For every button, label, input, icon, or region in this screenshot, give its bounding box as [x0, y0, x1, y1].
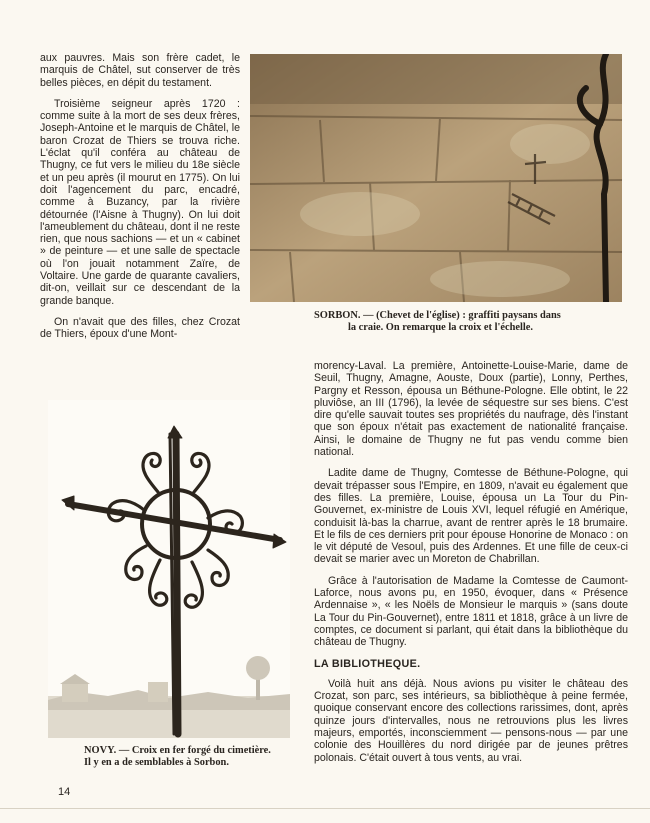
section-heading: LA BIBLIOTHEQUE. — [314, 657, 421, 670]
paragraph: Ladite dame de Thugny, Comtesse de Béthune-Pologne, qui devait trépasser sous l'Empire, en 1809, n'avait eu également que des filles. La première, Louise, épousa un La Tour du Pin-Gouvernet, ex-ministre de Louis XVI, lequel réfugié en Amérique, conduisit là-bas la charrue, avant de rentrer après le 18 brumaire. Et le fils de ces derniers prit pour épouse Honorine de Monaco : on le vit député de Vesoul, puis des Ardennes. Et une fille de ceux-ci devait se marier avec un Moreton de Chabrillan. — [314, 467, 628, 566]
caption-label: SORBON. — — [314, 310, 374, 321]
iron-cross-image — [48, 400, 290, 738]
paragraph: Grâce à l'autorisation de Madame la Comtesse de Caumont-Laforce, nous avons pu, en 1950, évoquer, dans « Présence Ardennaise », « les Noëls de Monsieur le marquis » (sans doute La Tour du Pin-Gouvernet), entre 1811 et 1818, grâce à un livre de comptes, ce document si parlant, qui était dans la bibliothèque du château de Thugny. — [314, 574, 628, 649]
photo-caption-sorbon — [314, 310, 614, 334]
caption-line: la craie. On remarque la croix et l'échelle. — [348, 322, 533, 333]
caption-line: Il y en a de semblables à Sorbon. — [84, 757, 229, 768]
sorbon-graffiti-photo — [250, 54, 622, 302]
page-bottom-edge — [0, 808, 650, 809]
paragraph: On n'avait que des filles, chez Crozat de Thiers, époux d'une Mont- — [40, 315, 240, 341]
paragraph: Troisième seigneur après 1720 : comme suite à la mort de ses deux frères, Joseph-Antoine et le marquis de Châtel, le baron Crozat de Thiers se trouva riche. L'éclat qu'il conféra au château de Thugny, ce fut vers le milieu du 18e siècle et un peu après (il mourut en 1775). On lui doit l'agencement du parc, encadré, comme à Buzancy, par la rivière détournée (l'Aisne à Thugny). On lui doit l'ameublement du château, dont il ne reste rien, que nous sachions — et un « cabinet » de peinture — et une salle de spectacle où l'on jouait notamment Zaïre, de Voltaire. Une garde de quarante cavaliers, dit-on, veillait sur ce descendant de la grande banque. — [40, 97, 240, 307]
paragraph: morency-Laval. La première, Antoinette-Louise-Marie, dame de Seuil, Thugny, Amagne, Aouste, Doux (partie), Lonny, Perthes, Pargny et Resson, épousa un Béthune-Pologne. Elle obtint, le 22 pluviôse, an III (1796), la levée de séquestre sur ses biens. C'est dire qu'elle sauvait toutes ses propriétés du naufrage, dès l'instant que son époux n'était pas exactement de nationalité française. Ainsi, le domaine de Thugny ne fut pas vendu comme bien national. — [314, 360, 628, 459]
caption-line: (Chevet de l'église) : graffiti paysans dans — [376, 310, 561, 321]
paragraph: aux pauvres. Mais son frère cadet, le marquis de Châtel, sut conserver de très belles pièces, en dépit du testament. — [40, 52, 240, 89]
page-number: 14 — [58, 786, 71, 798]
stone-wall-image — [250, 54, 622, 302]
photo-caption-novy — [84, 745, 294, 769]
novy-cross-photo — [48, 400, 290, 738]
right-text-column — [314, 360, 628, 773]
left-text-column — [40, 52, 240, 350]
caption-line: NOVY. — Croix en fer forgé du cimetière. — [84, 745, 271, 756]
paragraph: Voilà huit ans déjà. Nous avions pu visiter le château des Crozat, son parc, ses intérieurs, sa bibliothèque à peine fermée, quoique conservant encore des collections rarissimes, dont, après quinze jours d'intervalles, nous ne retrouvions plus les livres majeurs, emportés, inconsciemment — pensons-nous — par une colonie des Houillères du nord dirigée par de jeunes prêtres polonais. C'était ouvert à tous vents, au vrai. — [314, 677, 628, 764]
